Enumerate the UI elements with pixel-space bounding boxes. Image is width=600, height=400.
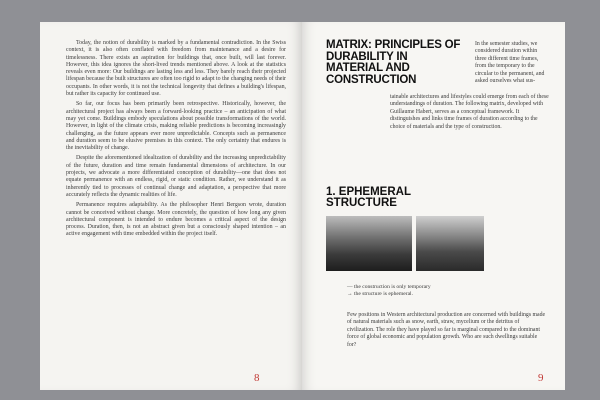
caption-line: — the construction is only temporary	[347, 284, 431, 290]
page-number: 9	[538, 372, 544, 384]
intro-continued-text: tainable architectures and lifestyles could emerge from each of these understandings of duration. The following matrix, developed with Guillaume Habert, serves as a conceptual framework. It distinguishes and links time frames of duration according to the choice of materials and the type of construction.	[390, 94, 549, 130]
book-spread	[40, 22, 565, 390]
page-title: MATRIX: PRINCIPLES OF DURABILITY IN MATERIAL AND CONSTRUCTION	[326, 39, 461, 86]
left-page	[40, 22, 302, 390]
page-number: 8	[254, 372, 260, 384]
intro-side-text: In the semester studies, we considered duration within three different time frames, from the temporary to the circular to the permanent, and asked ourselves what sus-	[475, 41, 545, 85]
caption-line: → the structure is ephemeral.	[347, 291, 414, 298]
structure-photo	[326, 216, 412, 271]
section-body-text: Few positions in Western architectural production are concerned with buildings made of natural materials such as snow, earth, straw, mycelium or the detritus of civilization. The role they have played so far is marginal compared to the dominant force of global economic and population growth. Who are such dwellings suitable for?	[347, 312, 546, 348]
paragraph: Today, the notion of durability is marked by a fundamental contradiction. In the Swiss context, it is also often conflated with freedom from maintenance and a desire for timelessness. There exists an aspiration for buildings that, once built, will last forever. However, this idea ignores the short-lived trends mentioned above. A look at the statistics reveals even more: Our buildings are lasting less and less. They barely reach their projected lifespan because the built structures are often too rigid to adapt to the changing needs of their occupants. In other words, it is not the technical longevity that defines a building's lifespan, but rather its capacity for continued use.	[66, 40, 286, 98]
paragraph: So far, our focus has been primarily been retrospective. Historically, however, the architectural project has always been a forward-looking practice – an anticipation of what may yet come. Buildings embody speculations about possible transformations of the world. However, in light of the climate crisis, making reliable predictions is becoming increasingly challenging, as the future appears ever more unpredictable. Concepts such as permanence and duration seem to be elusive premises in this context. The only certainty that endures is the inevitability of change.	[66, 101, 286, 152]
photo-caption	[347, 284, 487, 298]
paragraph: Despite the aforementioned idealization of durability and the increasing unpredictability of the future, duration and time remain fundamental dimensions of architecture. In our projects, we advocate a more differentiated conception of durability—one that does not equate permanence with an endless, rigid, or static condition. Rather, we understand it as inherently tied to processes of continual change and adaptation, a perspective that more accurately reflects the dynamic realities of life.	[66, 155, 286, 198]
paragraph: Permanence requires adaptability. As the philosopher Henri Bergson wrote, duration cannot be conceived without change. More concretely, the question of how long any given architectural component is intended to endure becomes a critical aspect of the design process. Duration, then, is not an abstract given but a consciously shaped intention – an active engagement with time embedded within the project itself.	[66, 202, 286, 238]
right-page	[302, 22, 565, 390]
section-title: 1. EPHEMERAL STRUCTURE	[326, 186, 411, 209]
structure-photo	[416, 216, 484, 271]
left-body-text	[66, 40, 286, 242]
